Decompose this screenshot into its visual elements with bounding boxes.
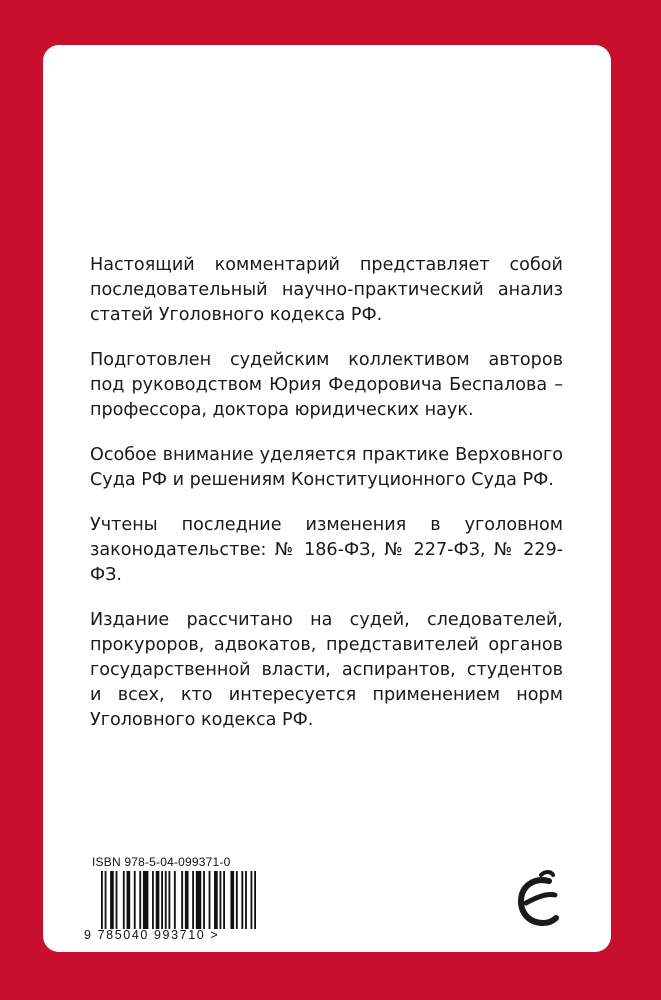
barcode-bar xyxy=(134,871,136,929)
barcode-bar xyxy=(156,871,160,929)
barcode-bar xyxy=(223,871,225,929)
barcode-bar xyxy=(214,871,218,929)
barcode-bar xyxy=(181,871,183,929)
annotation-paragraph: Учтены последние изменения в уголовном законодательстве: № 186-ФЗ, № 227-ФЗ, № 229-ФЗ. xyxy=(90,515,563,585)
barcode-bar xyxy=(123,871,125,929)
barcode-bar xyxy=(236,871,238,929)
barcode-digits: 9 785040 993710 > xyxy=(84,928,220,942)
barcode-bar xyxy=(196,871,201,929)
barcode-bar xyxy=(168,871,170,929)
barcode-bar xyxy=(165,871,167,929)
barcode-bar xyxy=(245,871,247,929)
barcode-bar xyxy=(254,871,256,929)
barcode-bar xyxy=(241,871,243,929)
annotation-paragraph: Особое внимание уделяется практике Верховного Суда РФ и решениям Конституционного Суда РФ. xyxy=(90,445,563,490)
annotation-paragraph: Настоящий комментарий представляет собой последовательный научно-практический анализ статей Уголовного кодекса РФ. xyxy=(90,255,563,325)
barcode-bar xyxy=(139,871,141,929)
barcode-bar xyxy=(174,871,176,929)
barcode-bar xyxy=(152,871,154,929)
barcode-bar xyxy=(220,871,222,929)
barcode-bar xyxy=(192,871,194,929)
barcode-bar xyxy=(209,871,211,929)
barcode-bar xyxy=(101,871,103,929)
barcode-bar xyxy=(110,871,114,929)
annotation-paragraph: Издание рассчитано на судей, следователей, прокуроров, адвокатов, представителей органов государственной власти, аспирантов, студентов и всех, кто интересуется применением норм Уголовного кодекса РФ. xyxy=(90,610,563,730)
barcode-bar xyxy=(116,871,118,929)
barcode-bar xyxy=(127,871,131,929)
annotation-paragraph: Подготовлен судейским коллективом авторов под руководством Юрия Федоровича Беспалова – профессора, доктора юридических наук. xyxy=(90,350,563,420)
barcode-bar xyxy=(185,871,189,929)
barcode-bar xyxy=(203,871,205,929)
barcode-bar xyxy=(230,871,234,929)
isbn-label: ISBN 978-5-04-099371-0 xyxy=(92,855,231,869)
annotation-text xyxy=(90,253,563,733)
back-cover-panel xyxy=(43,45,611,952)
barcode-bar xyxy=(251,871,253,929)
barcode-bar xyxy=(161,871,163,929)
barcode-bar xyxy=(105,871,107,929)
barcode-bar xyxy=(143,871,148,929)
barcode xyxy=(101,871,256,929)
eksmo-logo-icon xyxy=(509,867,567,935)
